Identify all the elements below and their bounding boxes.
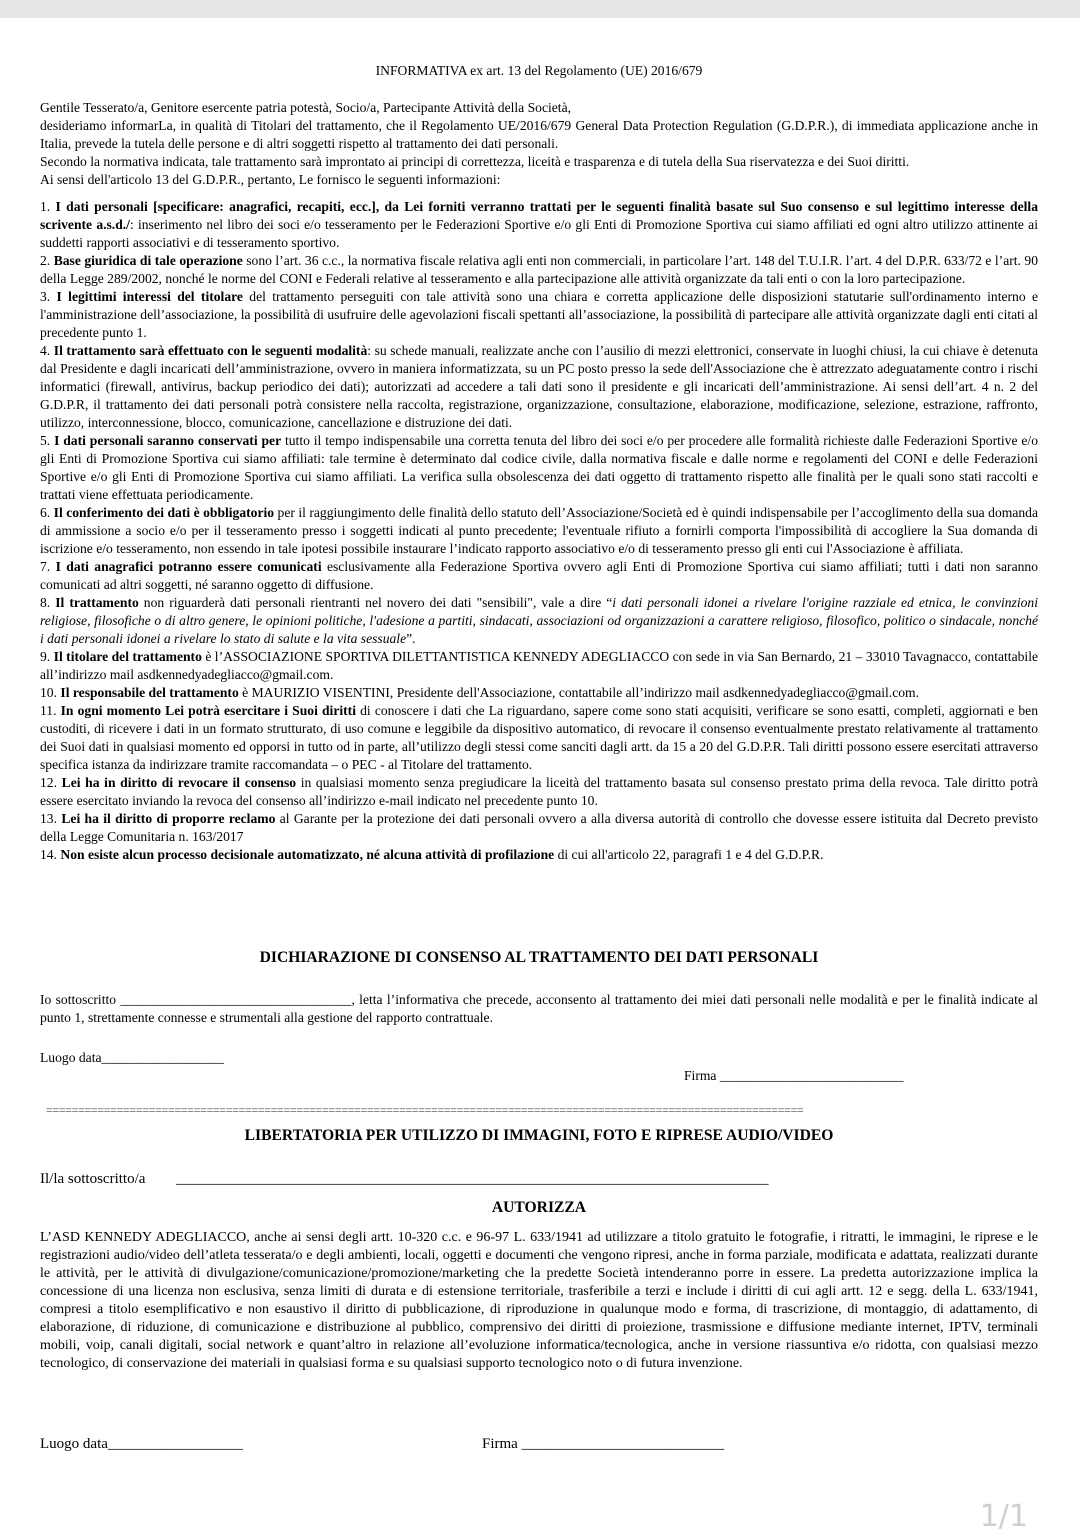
release-signer-line[interactable]: _______________________________________________________________________________ [176, 1171, 769, 1187]
intro-section [40, 99, 1038, 189]
consent-place-date[interactable]: Luogo data__________________ [40, 1050, 224, 1065]
point-8: 8. Il trattamento non riguarderà dati personali rientranti nel novero dei dati "sensibili", vale a dire “i dati personali idonei a rivelare l'origine razziale ed etnica, le convinzioni religiose, filosofiche o di altro genere, le opinioni politiche, l'adesione a partiti, sindacati, associazioni od organizzazioni a carattere religioso, filosofico, politico o sindacale, nonché i dati personali idonei a rivelare lo stato di salute e la vita sessuale”. [40, 595, 1038, 646]
release-place-date[interactable]: Luogo data__________________ [40, 1436, 243, 1452]
intro-line: Ai sensi dell'articolo 13 del G.D.P.R., pertanto, Le fornisco le seguenti informazioni: [40, 172, 501, 187]
release-body: L’ASD KENNEDY ADEGLIACCO, anche ai sensi degli artt. 10-320 c.c. e 96-97 L. 633/1941 ad utilizzare a titolo gratuito le fotografie, i ritratti, le immagini, le riprese e le registrazioni audio/video dell’atleta tesserata/o e degli ambienti, locali, oggetti e documenti che vengono ripresi, anche in forma parziale, modificata e adattata, realizzati durante le attività, per le attività di divulgazione/comunicazione/promozione/marketing che la predette Società intenderanno porre in essere. La predetta autorizzazione implica la concessione di una licenza non esclusiva, senza limiti di durata e di estensione territoriale, trasferibile a terzi e include i diritti di cui agli artt. 12 e segg. della L. 633/1941, compresi a titolo esemplificativo e non esaustivo il diritto di pubblicazione, di riproduzione in qualunque modo e forma, di trascrizione, di montaggio, di adattamento, di elaborazione, di riduzione, di comunicazione e distribuzione al pubblico, comprensivo dei diritti di proiezione, trasmissione e diffusione mediante internet, IPTV, terminali mobili, voip, canali digitali, social network e quant’altro in relazione all’evoluzione informatica/tecnologica, anche in versione riassuntiva e/o ridotta, con qualsiasi mezzo tecnologico, di conservazione dei materiali in qualsiasi forma e su qualsiasi supporto tecnologico noto o di futura invenzione. [40, 1230, 1038, 1371]
intro-line: Secondo la normativa indicata, tale trattamento sarà improntato ai principi di correttezza, liceità e trasparenza e di tutela della Sua riservatezza e dei Suoi diritti. [40, 154, 910, 169]
consent-statement: Io sottoscritto __________________________________, letta l’informativa che precede, acconsento al trattamento dei miei dati personali nelle modalità e per le finalità indicate al punto 1, strettamente connesse e strumentali alla gestione del rapporto contrattuale. [40, 992, 1039, 1025]
consent-signature[interactable]: Firma ___________________________ [684, 1068, 904, 1083]
consent-heading: DICHIARAZIONE DI CONSENSO AL TRATTAMENTO DEI DATI PERSONALI [259, 949, 819, 966]
name-blank-line[interactable]: __________________________________ [120, 992, 352, 1007]
points-list [40, 198, 1038, 864]
release-heading: LIBERTATORIA PER UTILIZZO DI IMMAGINI, FOTO E RIPRESE AUDIO/VIDEO [244, 1127, 834, 1144]
point-9: 9. Il titolare del trattamento è l’ASSOCIAZIONE SPORTIVA DILETTANTISTICA KENNEDY ADEGLIACCO con sede in via San Bernardo, 21 – 33010 Tavagnacco, contattabile all’indirizzo mail asdkennedyadegliacco@gmail.com. [40, 649, 1039, 682]
point-7: 7. I dati anagrafici potranno essere comunicati esclusivamente alla Federazione Sportiva ovvero agli Enti di Promozione Sportiva cui siamo affiliati; tutti i dati non saranno comunicati ad altri soggetti, né saranno oggetto di diffusione. [40, 559, 1038, 592]
section-separator: ====================================================================================================================== [46, 1103, 804, 1117]
point-4: 4. Il trattamento sarà effettuato con le seguenti modalità: su schede manuali, realizzate anche con l’ausilio di mezzi elettronici, conservate in luoghi chiusi, la cui chiave è detenuta dal Presidente e dagli incaricati dell’amministrazione, ovvero in maniera informatizzata, su un PC posto presso la sede dell'Associazione che è attrezzato adeguatamente contro i rischi informatici (firewall, antivirus, backup periodico dei dati); autorizzati ad accedere a tali dati sono il presidente e gli incaricati dell’amministrazione. Ai sensi dell’art. 4 n. 2 del G.D.P.R, il trattamento dei dati personali potrà consistere nella raccolta, registrazione, organizzazione, consultazione, elaborazione, modificazione, selezione, estrazione, raffronto, utilizzo, interconnessione, blocco, comunicazione, cancellazione e distruzione dei dati. [40, 343, 1038, 430]
point-11: 11. In ogni momento Lei potrà esercitare i Suoi diritti di conoscere i dati che La riguardano, sapere come sono stati acquisiti, verificare se sono esatti, completi, aggiornati e ben custoditi, di ricevere i dati in un formato strutturato, di uso comune e leggibile da dispositivo automatico, di revocare il consenso eventualmente prestato relativamente al trattamento dei Suoi dati in qualsiasi momento ed opporsi in tutto od in parte, all’utilizzo degli stessi come sanciti dagli artt. da 15 a 20 del G.D.P.R. Tali diritti possono essere esercitati attraverso specifica istanza da indirizzare tramite raccomandata – o PEC - al Titolare del trattamento. [40, 703, 1038, 772]
point-5: 5. I dati personali saranno conservati per tutto il tempo indispensabile una corretta tenuta del libro dei soci e/o per procedere alle formalità richieste dalle Federazioni Sportive e/o gli Enti di Promozione Sportiva cui siamo affiliati: tale termine è determinato dal codice civile, dalla normativa fiscale e dalle norme e regolamenti del CONI e delle Federazioni Sportive e/o gli Enti di Promozione Sportiva cui siamo affiliati. La verifica sulla obsolescenza dei dati oggetto di trattamento rispetto alle finalità per le quali sono stati raccolti e trattati viene effettuata periodicamente. [40, 433, 1038, 502]
point-12: 12. Lei ha in diritto di revocare il consenso in qualsiasi momento senza pregiudicare la liceità del trattamento basata sul consenso prestato prima della revoca. Tale diritto potrà essere esercitato inviando la revoca del consenso all’indirizzo e-mail indicato nel precedente punto 10. [40, 775, 1038, 808]
release-signature[interactable]: Firma ___________________________ [482, 1436, 725, 1452]
point-2: 2. Base giuridica di tale operazione sono l’art. 36 c.c., la normativa fiscale relativa agli enti non commerciali, in particolare l’art. 148 del T.U.I.R. l’art. 4 del D.P.R. 633/72 e l’art. 90 della Legge 289/2002, nonché le norme del CONI e Federali relative al tesseramento e alla partecipazione alle attività organizzate da tali enti o con la loro partecipazione. [40, 253, 1038, 286]
document-page [0, 18, 1080, 1535]
point-13: 13. Lei ha il diritto di proporre reclamo al Garante per la protezione dei dati personali ovvero a alla diversa autorità di controllo che dovesse essere istituita dal Decreto previsto della Legge Comunitaria n. 163/2017 [40, 811, 1039, 844]
authorizes-heading: AUTORIZZA [491, 1199, 587, 1216]
point-1: 1. I dati personali [specificare: anagrafici, recapiti, ecc.], da Lei forniti verranno trattati per le seguenti finalità basate sul Suo consenso e sul legittimo interesse della scrivente a.s.d./: inserimento nel libro dei soci e/o tesseramento per le Federazioni Sportive e/o gli Enti di Promozione Sportiva cui siamo affiliati ed ogni altro utilizzo attinente ai suddetti rapporti associativi e di tesseramento sportivo. [40, 199, 1038, 250]
intro-line: Gentile Tesserato/a, Genitore esercente patria potestà, Socio/a, Partecipante Attività della Società, [40, 100, 572, 115]
point-14: 14. Non esiste alcun processo decisionale automatizzato, né alcuna attività di profilazione di cui all'articolo 22, paragrafi 1 e 4 del G.D.P.R. [40, 847, 824, 862]
point-10: 10. Il responsabile del trattamento è MAURIZIO VISENTINI, Presidente dell'Associazione, contattabile all’indirizzo mail asdkennedyadegliacco@gmail.com. [40, 685, 919, 700]
point-6: 6. Il conferimento dei dati è obbligatorio per il raggiungimento delle finalità dello statuto dell’Associazione/Società ed è quindi indispensabile per l’accoglimento della sua domanda di ammissione a socio e/o per il tesseramento presso i soggetti indicati al punto precedente; l'eventuale rifiuto a fornirli comporta l'impossibilità di accogliere la Sua domanda di iscrizione e/o tesseramento, non essendo in tale ipotesi possibile instaurare l’indicato rapporto associativo e/o di tesseramento presso gli enti cui l'Associazione è affiliata. [40, 505, 1038, 556]
intro-line: desideriamo informarLa, in qualità di Titolari del trattamento, che il Regolamento UE/2016/679 General Data Protection Regulation (G.D.P.R.), di immediata applicazione anche in Italia, prevede la tutela delle persone e di altri soggetti rispetto al trattamento dei dati personali. [40, 118, 1038, 151]
page-counter: 1/1 [979, 1499, 1028, 1534]
point-3: 3. I legittimi interessi del titolare del trattamento perseguiti con tale attività sono una chiara e corretta applicazione delle disposizioni statutarie sull'ordinamento interno e l'amministrazione dell’associazione, la possibilità di usufruire delle agevolazioni fiscali spettanti all’associazione, la possibilità di partecipare alle attività organizzate dagli enti citati al precedente punto 1. [40, 289, 1039, 340]
document-title: INFORMATIVA ex art. 13 del Regolamento (UE) 2016/679 [375, 63, 703, 78]
release-signer-label: Il/la sottoscritto/a [40, 1171, 146, 1187]
